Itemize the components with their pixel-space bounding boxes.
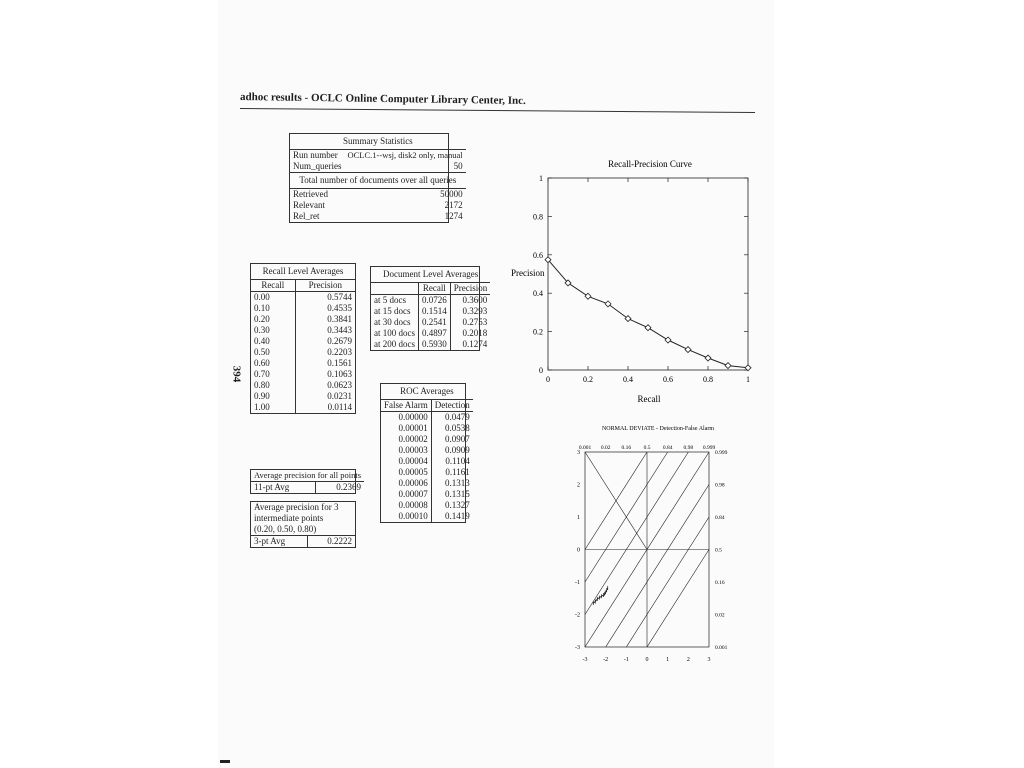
right-tick-label: 0.001 <box>715 645 728 651</box>
right-tick-label: 0.16 <box>715 580 725 586</box>
table-cell: 0.1063 <box>327 369 352 379</box>
table-row <box>251 391 355 402</box>
table-cell: 0.00001 <box>381 423 431 434</box>
table-cell: 0.1514 <box>419 306 451 317</box>
table-cell: 0.0907 <box>445 434 470 444</box>
table-row <box>381 478 473 489</box>
table-cell: 0.70 <box>251 369 295 380</box>
table-cell: 0.00008 <box>381 500 431 511</box>
normal-deviate-title: NORMAL DEVIATE - Detection-False Alarm <box>601 426 715 432</box>
data-point <box>585 293 591 299</box>
table-row <box>251 402 355 413</box>
retrieved-label: Retrieved <box>293 189 328 199</box>
table-row <box>251 358 355 369</box>
table-cell: 0.2541 <box>419 317 451 328</box>
x-axis-label: Recall <box>637 394 661 404</box>
three-point-average-table <box>250 501 356 548</box>
table-cell: 0.5930 <box>419 339 451 350</box>
y-tick-label: 0.4 <box>533 289 543 299</box>
x-tick-label: 3 <box>707 657 711 663</box>
top-tick-label: 0.02 <box>600 445 611 451</box>
x-tick-label: 2 <box>686 657 690 663</box>
table-cell: 0.0479 <box>445 412 470 422</box>
table-cell: 0.0231 <box>327 391 352 401</box>
table-cell: 1.00 <box>251 402 295 413</box>
reference-line <box>647 550 709 647</box>
table-cell: 0.3293 <box>462 306 488 316</box>
x-tick-label: -3 <box>582 657 588 663</box>
table-row <box>251 292 355 304</box>
table-row <box>251 325 355 336</box>
table-cell: 0.00007 <box>381 489 431 500</box>
table-cell: 0.3443 <box>327 325 352 335</box>
table-row <box>371 306 490 317</box>
table-cell: 0.4535 <box>327 303 352 313</box>
avg-3pt-value: 0.2222 <box>327 536 352 546</box>
table-cell: 0.00003 <box>381 445 431 456</box>
recall-precision-chart <box>505 155 765 405</box>
recall-column-header: Recall <box>251 280 295 292</box>
retrieved-value: 50000 <box>440 189 463 199</box>
num-queries-label: Num_queries <box>293 161 342 171</box>
page-number: 394 <box>230 365 243 383</box>
x-tick-label: -1 <box>623 657 629 663</box>
table-cell: at 200 docs <box>371 339 419 350</box>
table-cell: 0.1561 <box>327 358 352 368</box>
y-tick-label: 0.6 <box>533 250 543 260</box>
recall-level-title: Recall Level Averages <box>251 264 355 280</box>
x-tick-label: 1 <box>746 375 750 384</box>
table-row <box>371 295 490 307</box>
top-tick-label: 0.84 <box>662 445 673 451</box>
table-row <box>381 434 473 445</box>
y-tick-label: -2 <box>575 612 580 619</box>
table-cell: 0.40 <box>251 336 295 347</box>
relevant-value: 2172 <box>444 200 463 210</box>
table-row <box>381 467 473 478</box>
table-cell: 0.1104 <box>445 456 470 466</box>
table-row <box>381 412 473 424</box>
avg3-title-line1: Average precision for 3 <box>254 502 339 512</box>
table-cell: at 100 docs <box>371 328 419 339</box>
detection-header: Detection <box>431 400 473 412</box>
y-tick-label: 1 <box>539 174 543 183</box>
average-precision-table <box>250 469 362 494</box>
x-tick-label: 0.2 <box>583 375 593 384</box>
table-row <box>371 339 490 350</box>
table-row <box>381 423 473 434</box>
table-cell: 0.5744 <box>327 292 352 302</box>
table-cell: 0.3600 <box>462 295 488 305</box>
table-cell: 0.2018 <box>462 328 488 338</box>
table-cell: 0.00005 <box>381 467 431 478</box>
y-tick-label: 0 <box>539 366 543 375</box>
normal-deviate-chart <box>568 420 728 670</box>
y-tick-label: 2 <box>577 482 580 489</box>
x-tick-label: 1 <box>666 657 670 663</box>
data-point <box>685 347 691 353</box>
table-cell: 0.1313 <box>445 478 470 488</box>
relret-value: 1274 <box>444 211 463 221</box>
top-tick-label: 0.98 <box>683 445 694 451</box>
avg-11pt-value: 0.2369 <box>336 481 362 492</box>
right-tick-label: 0.5 <box>715 547 722 554</box>
table-cell: 0.2679 <box>327 336 352 346</box>
table-row <box>381 489 473 500</box>
table-row <box>251 303 355 314</box>
table-cell: 0.00002 <box>381 434 431 445</box>
right-tick-label: 0.02 <box>715 612 725 619</box>
table-row <box>251 314 355 325</box>
table-cell: 0.0726 <box>419 295 451 307</box>
data-point <box>705 355 711 361</box>
roc-title: ROC Averages <box>381 384 473 400</box>
roc-averages-table <box>380 383 470 523</box>
table-cell: 0.3841 <box>327 314 352 324</box>
plot-frame <box>548 178 748 370</box>
doc-precision-header: Precision <box>450 283 490 295</box>
right-tick-label: 0.84 <box>715 515 725 521</box>
scan-edge-mark <box>220 760 230 763</box>
table-cell: 0.50 <box>251 347 295 358</box>
right-tick-label: 0.98 <box>715 482 725 489</box>
table-cell: 0.0114 <box>327 402 352 412</box>
y-axis-label: Precision <box>511 268 545 278</box>
top-tick-label: 0.999 <box>702 445 716 451</box>
relret-label: Rel_ret <box>293 211 320 221</box>
table-cell: 0.20 <box>251 314 295 325</box>
table-cell: 0.2203 <box>327 347 352 357</box>
table-cell: 0.0538 <box>445 423 470 433</box>
y-tick-label: 3 <box>577 450 580 456</box>
avg3-title-line3: (0.20, 0.50, 0.80) <box>251 524 355 536</box>
x-tick-label: -2 <box>603 657 609 663</box>
y-tick-label: 1 <box>577 515 580 521</box>
x-tick-label: 0.4 <box>623 375 633 384</box>
relevant-label: Relevant <box>293 200 325 210</box>
table-cell: 0.00010 <box>381 511 431 522</box>
y-tick-label: 0.8 <box>533 212 543 222</box>
total-docs-title: Total number of documents over all queries <box>290 173 466 189</box>
table-row <box>381 456 473 467</box>
table-cell: 0.1327 <box>445 500 470 510</box>
x-tick-label: 0.6 <box>663 375 673 384</box>
table-cell: 0.4897 <box>419 328 451 339</box>
y-tick-label: -1 <box>575 580 580 586</box>
avg-precision-title: Average precision for all points <box>251 470 364 481</box>
table-row <box>371 317 490 328</box>
table-row <box>371 328 490 339</box>
table-cell: 0.1161 <box>445 467 470 477</box>
y-tick-label: 0 <box>577 547 580 554</box>
chart-title: Recall-Precision Curve <box>608 159 692 169</box>
doc-level-title: Document Level Averages <box>371 267 490 283</box>
top-tick-label: 0.16 <box>621 445 632 451</box>
run-number-value: OCLC.1--wsj, disk2 only, manual <box>347 150 463 161</box>
table-cell: 0.1419 <box>445 511 470 521</box>
doc-recall-header: Recall <box>419 283 451 295</box>
table-cell: 0.00000 <box>381 412 431 424</box>
document-level-averages-table <box>370 266 488 351</box>
data-point <box>665 337 671 343</box>
table-row <box>381 511 473 522</box>
table-row <box>251 336 355 347</box>
table-cell: 0.90 <box>251 391 295 402</box>
table-cell: at 30 docs <box>371 317 419 328</box>
x-tick-label: 0 <box>645 657 649 663</box>
table-cell: 0.1274 <box>462 339 488 349</box>
table-cell: 0.1315 <box>445 489 470 499</box>
table-cell: at 15 docs <box>371 306 419 317</box>
table-row <box>251 380 355 391</box>
precision-column-header: Precision <box>295 280 355 292</box>
summary-statistics-table <box>289 133 463 223</box>
top-tick-label: 0.001 <box>578 445 592 451</box>
table-row <box>381 500 473 511</box>
series-line <box>548 260 748 368</box>
table-cell: 0.0623 <box>327 380 352 390</box>
y-tick-label: -3 <box>575 645 580 651</box>
recall-level-averages-table <box>250 263 356 414</box>
page-header: adhoc results - OCLC Online Computer Library Center, Inc. <box>239 91 526 107</box>
top-tick-label: 0.5 <box>643 445 651 451</box>
table-cell: 0.10 <box>251 303 295 314</box>
data-point <box>645 325 651 331</box>
data-point <box>725 363 731 369</box>
table-cell: 0.60 <box>251 358 295 369</box>
table-cell: at 5 docs <box>371 295 419 307</box>
y-tick-label: 0.2 <box>533 327 543 337</box>
avg-11pt-label: 11-pt Avg <box>251 481 316 493</box>
table-cell: 0.30 <box>251 325 295 336</box>
avg3-title-line2: intermediate points <box>254 513 324 523</box>
table-cell: 0.80 <box>251 380 295 391</box>
false-alarm-header: False Alarm <box>381 400 431 412</box>
table-row <box>381 445 473 456</box>
run-number-label: Run number <box>293 150 338 160</box>
table-cell: 0.00 <box>251 292 295 304</box>
table-row <box>251 347 355 358</box>
table-cell: 0.00006 <box>381 478 431 489</box>
x-tick-label: 0 <box>546 375 550 384</box>
table-cell: 0.0909 <box>445 445 470 455</box>
avg-3pt-label: 3-pt Avg <box>251 536 308 548</box>
x-tick-label: 0.8 <box>703 375 713 384</box>
summary-title: Summary Statistics <box>290 134 466 150</box>
table-row <box>251 369 355 380</box>
table-cell: 0.2753 <box>462 317 488 327</box>
table-cell: 0.00004 <box>381 456 431 467</box>
right-tick-label: 0.999 <box>715 450 728 456</box>
num-queries-value: 50 <box>453 161 463 171</box>
